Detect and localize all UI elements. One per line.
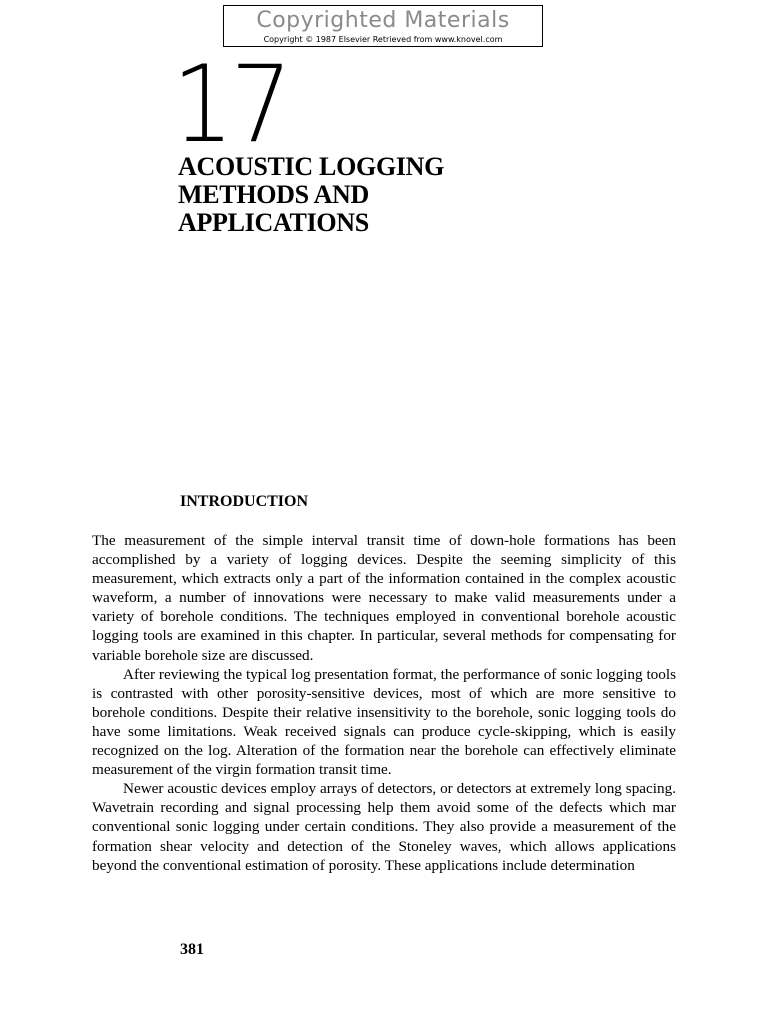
copyright-notice: Copyright © 1987 Elsevier Retrieved from www.knovel.com (263, 35, 503, 44)
paragraph: The measurement of the simple interval transit time of down-hole formations has been accomplished by a variety of logging devices. Despite the seeming simplicity of this measurement, which extracts only a part of the information contained in the complex acoustic waveform, a number of innovations were necessary to make valid measurements under a variety of borehole conditions. The techniques employed in conventional borehole acoustic logging tools are examined in this chapter. In particular, several methods for compensating for variable borehole size are discussed. (92, 532, 676, 664)
page-number: 381 (180, 941, 204, 958)
chapter-title-line: METHODS AND (178, 180, 370, 209)
chapter-title-line: ACOUSTIC LOGGING (178, 152, 445, 181)
copyright-title: Copyrighted Materials (256, 8, 510, 33)
body-text (92, 531, 676, 875)
section-heading: INTRODUCTION (180, 493, 309, 510)
paragraph: After reviewing the typical log presentation format, the performance of sonic logging tools is contrasted with other porosity-sensitive devices, most of which are more sensitive to borehole conditions. Despite their relative insensitivity to the borehole, sonic logging tools do have some limitations. Weak received signals can produce cycle-skipping, which is easily recognized on the log. Alteration of the formation near the borehole can effectively eliminate measurement of the virgin formation transit time. (92, 665, 676, 779)
copyright-banner (223, 5, 543, 47)
chapter-number: 17 (172, 43, 289, 166)
paragraph: Newer acoustic devices employ arrays of detectors, or detectors at extremely long spacing. Wavetrain recording and signal processing help them avoid some of the defects which mar conventional sonic logging under certain conditions. They also provide a measurement of the formation shear velocity and detection of the Stoneley waves, which allows applications beyond the conventional estimation of porosity. These applications include determination (92, 780, 676, 874)
chapter-title-line: APPLICATIONS (178, 208, 369, 237)
chapter-title (178, 153, 598, 237)
